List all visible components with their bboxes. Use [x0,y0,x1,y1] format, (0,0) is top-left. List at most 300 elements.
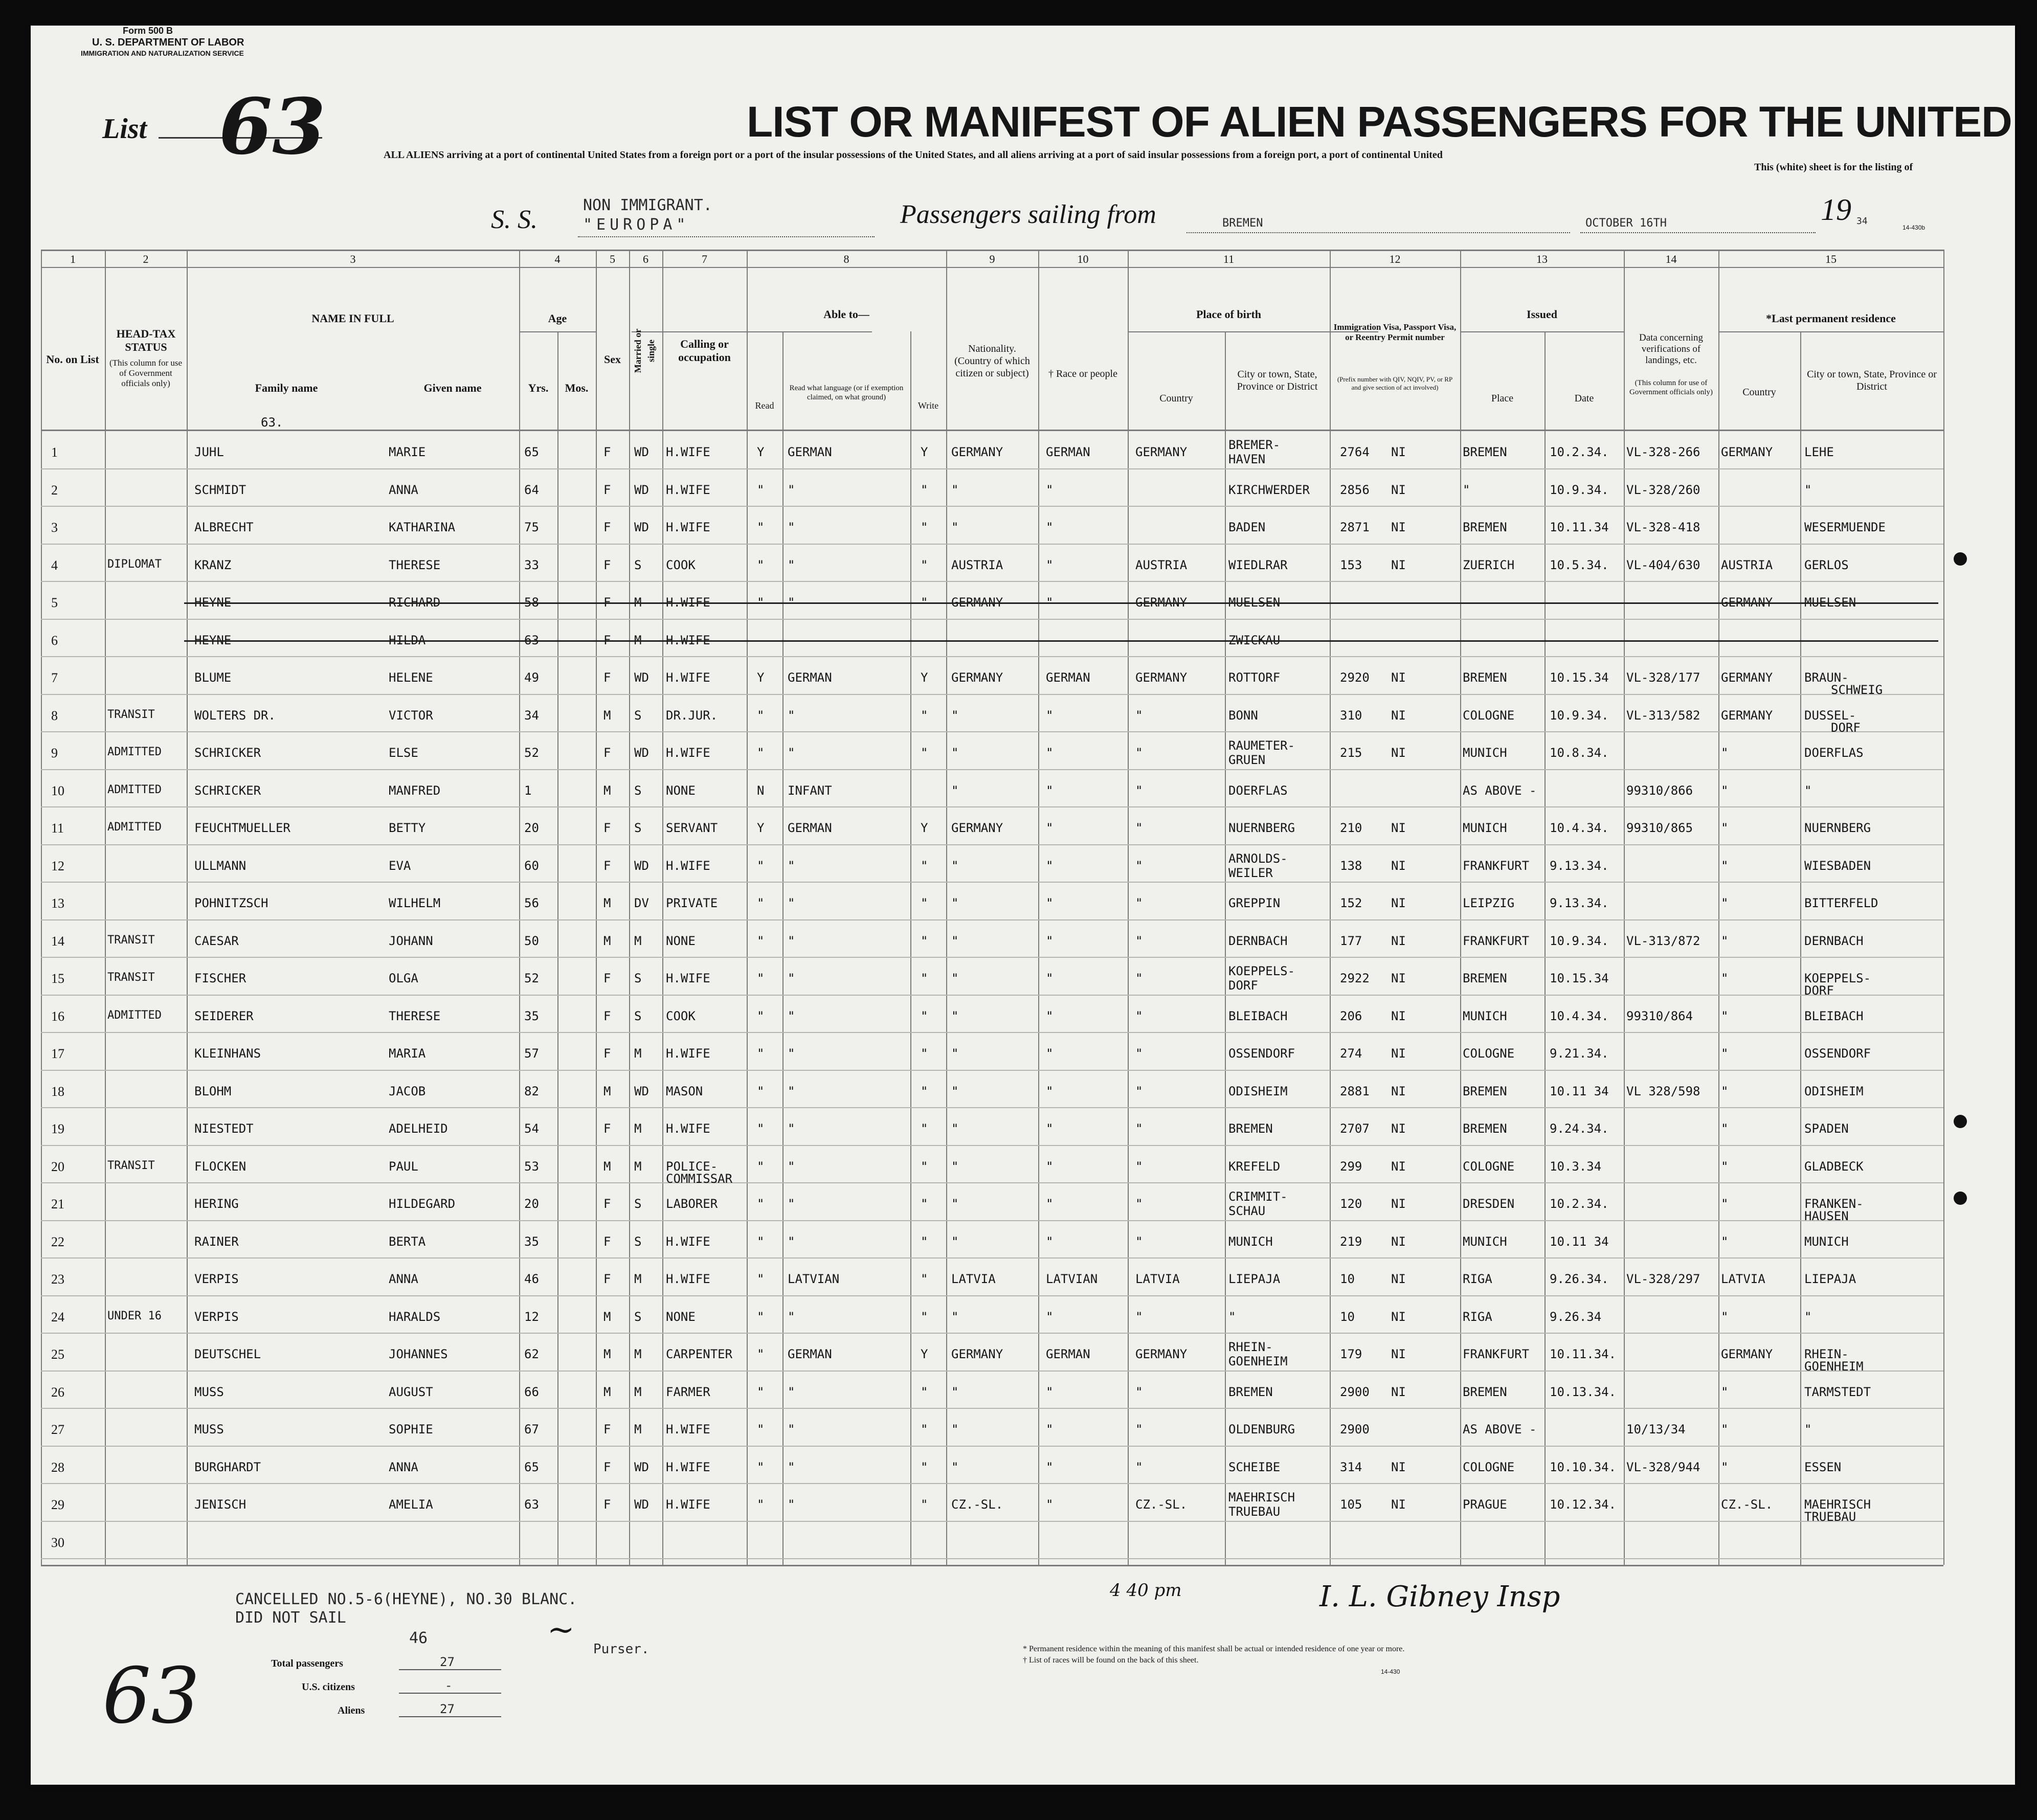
cell-given: OLGA [389,971,418,985]
cell-occ: H.WIFE [666,1234,710,1249]
cell-occ: MASON [666,1084,703,1098]
cell-bcity: BREMER- [1228,438,1281,452]
cell-bcountry: CZ.-SL. [1135,1497,1188,1512]
cell-iplace: FRANKFURT [1463,933,1530,948]
cell-bcity: CRIMMIT- [1228,1189,1288,1204]
cell-nat: " [951,520,959,534]
cell-iplace: BREMEN [1463,670,1507,685]
cell-ms: WD [634,1459,649,1474]
binder-hole [1954,552,1967,566]
sailing-date: OCTOBER 16TH [1585,217,1667,230]
cell-yrs: 62 [524,1347,539,1361]
cell-nat: " [951,858,959,873]
cell-yrs: 1 [524,783,532,798]
cell-visa: 206 [1340,1008,1362,1023]
cell-verif: VL-313/872 [1626,933,1700,948]
ship-name: "EUROPA" [583,216,690,234]
cell-nat: " [951,1309,959,1324]
cell-iplace: BREMEN [1463,1384,1507,1399]
row-rule [41,731,1943,732]
row-rule [41,919,1943,920]
cell-idate: 10.11.34. [1550,1347,1617,1361]
cell-no: 20 [51,1159,64,1174]
cell-idate: 10.11 34 [1550,1084,1609,1098]
cell-sect: NI [1391,858,1406,873]
cell-lang: " [788,520,795,534]
cell-occ: H.WIFE [666,1497,710,1512]
cell-sect: NI [1391,1008,1406,1023]
cell-rcountry: " [1721,858,1729,873]
cell-sect: NI [1391,1197,1406,1211]
cell-bcountry: GERMANY [1135,670,1188,685]
cell-sex: F [603,971,611,985]
cell-write: " [921,971,928,985]
hdr-head-tax: HEAD-TAX STATUS [116,327,176,353]
row-rule [41,957,1943,958]
row-rule [41,882,1943,883]
cell-verif: 99310/864 [1626,1008,1693,1023]
cell-visa: 2707 [1340,1121,1370,1136]
row-rule [41,769,1943,770]
binder-hole [1954,1192,1967,1205]
cell-nat: CZ.-SL. [951,1497,1003,1512]
cell-given: WILHELM [389,896,441,910]
hdr-head-tax-note: (This column for use of Government officials only) [109,358,183,388]
cell-family: BLUME [194,670,232,685]
cell-visa: 138 [1340,858,1362,873]
cell-idate: 10.10.34. [1550,1459,1617,1474]
cell-race: " [1046,595,1054,610]
cell-ms: M [634,933,642,948]
cell-visa: 215 [1340,746,1362,760]
cell-read: " [757,1234,765,1249]
cell-given: HILDEGARD [389,1197,456,1211]
cell-rcity: WIESBADEN [1804,858,1871,873]
cell-rcountry: GERMANY [1721,445,1773,459]
cell-write: " [921,1272,928,1286]
cell-rcity: RHEIN- [1804,1347,1849,1361]
cell-visa: 2856 [1340,482,1370,497]
cell-ms: WD [634,1084,649,1098]
cell-nat: " [951,1046,959,1061]
cell-bcountry: " [1135,1234,1143,1249]
cell-bcity: DOERFLAS [1228,783,1288,798]
row-rule [41,1257,1943,1259]
cell-read: Y [757,670,765,685]
cell-rcountry: " [1721,1459,1729,1474]
cell-sex: M [603,783,611,798]
cell-bcountry: " [1135,1084,1143,1098]
cell-given: ELSE [389,746,418,760]
cell-rcountry: AUSTRIA [1721,557,1773,572]
cell-race: " [1046,933,1054,948]
cell-yrs: 34 [524,708,539,723]
hand-signature: I. L. Gibney Insp [1319,1580,1560,1613]
cell-bcountry: " [1135,783,1143,798]
cell-idate: 10.15.34 [1550,971,1609,985]
vline-16 [1460,250,1461,1565]
cell-no: 24 [51,1309,64,1324]
cell-bcountry: " [1135,1309,1143,1324]
cell-ms: S [634,1309,642,1324]
cell-family: FISCHER [194,971,247,985]
cell-idate: 10.11 34 [1550,1234,1609,1249]
cell-yrs: 12 [524,1309,539,1324]
row-rule [41,844,1943,845]
vline-15 [1330,250,1331,1565]
cell-rcity: FRANKEN- [1804,1197,1864,1211]
cell-bcity: GREPPIN [1228,896,1281,910]
cell-sex: F [603,1234,611,1249]
cell-family: POHNITZSCH [194,896,268,910]
cell-nat: " [951,746,959,760]
cell-sex: F [603,821,611,835]
cell-idate: 10.9.34. [1550,933,1609,948]
cell-no: 7 [51,670,58,685]
cell-no: 8 [51,708,58,723]
cell-lang: " [788,557,795,572]
hdr-issued: Issued [1527,308,1557,321]
cell-given: HARALDS [389,1309,441,1324]
cell-lang: " [788,746,795,760]
cell-iplace: COLOGNE [1463,1046,1515,1061]
cell-bcity: RHEIN- [1228,1340,1273,1354]
cell-occ: H.WIFE [666,445,710,459]
cell-nat: " [951,1459,959,1474]
cell-sect: NI [1391,1046,1406,1061]
strike-line [184,602,1938,604]
cell-race: " [1046,1197,1054,1211]
row-rule [41,1182,1943,1183]
cell-lang: " [788,1384,795,1399]
cell-yrs: 20 [524,1197,539,1211]
cell-iplace: COLOGNE [1463,1459,1515,1474]
cell-yrs: 46 [524,1272,539,1286]
cell-idate: 10.13.34. [1550,1384,1617,1399]
cell-bcity: OLDENBURG [1228,1422,1295,1436]
year-label: 19 [1821,193,1851,227]
subtitle-line2: This (white) sheet is for the listing of [1754,162,1913,173]
cell-read: " [757,1422,765,1436]
cell-given: JACOB [389,1084,426,1098]
hdr-given-name: Given name [423,381,482,394]
sailing-port: BREMEN [1222,217,1263,230]
vline-9 [782,331,784,1565]
cell-write: " [921,746,928,760]
vline-18 [1624,250,1625,1565]
cell-iplace: DRESDEN [1463,1197,1515,1211]
cell-tax: TRANSIT [107,933,155,947]
hdr-res-city: City or town, State, Province or District [1807,369,1937,392]
cell-read: " [757,1159,765,1174]
cell-bcity: KIRCHWERDER [1228,482,1310,497]
cell-idate: 9.13.34. [1550,896,1609,910]
cell-given: ANNA [389,1459,418,1474]
cell-ms: S [634,557,642,572]
cell-no: 25 [51,1347,64,1362]
cell-extra-line: TRUEBAU [1804,1510,1856,1524]
cell-rcountry: " [1721,896,1729,910]
cell-lang: " [788,1046,795,1061]
cell-yrs: 20 [524,821,539,835]
cell-rcity: KOEPPELS- [1804,971,1871,985]
hdr-last-res: *Last permanent residence [1766,312,1896,325]
cell-write: " [921,1422,928,1436]
cell-bcountry: AUSTRIA [1135,557,1188,572]
cell-idate: 10.2.34. [1550,445,1609,459]
cell-ms: WD [634,858,649,873]
cell-race: GERMAN [1046,1347,1090,1361]
hdr-race: † Race or people [1048,368,1117,379]
cell-occ: H.WIFE [666,595,710,610]
cell-visa: 210 [1340,821,1362,835]
cell-rcountry: " [1721,1046,1729,1061]
cell-lang: " [788,1197,795,1211]
cell-race: " [1046,896,1054,910]
cell-ms: S [634,708,642,723]
cell-family: MUSS [194,1422,224,1436]
vline-2 [187,250,188,1565]
cell-no: 6 [51,633,58,648]
cell-given: SOPHIE [389,1422,433,1436]
cell-rcity: OSSENDORF [1804,1046,1871,1061]
cell-iplace: COLOGNE [1463,708,1515,723]
cell-ms: WD [634,445,649,459]
cell-iplace: BREMEN [1463,445,1507,459]
cell-write: " [921,1234,928,1249]
cell-nat: AUSTRIA [951,557,1003,572]
cell-nat: " [951,1197,959,1211]
cell-bcity: ZWICKAU [1228,633,1281,647]
colnum-8: 8 [843,253,849,265]
ship-status: NON IMMIGRANT. [583,196,712,214]
cell-write: " [921,1159,928,1174]
cell-bcity: BREMEN [1228,1384,1273,1399]
cell-family: NIESTEDT [194,1121,254,1136]
cell-no: 12 [51,858,64,873]
cell-bcity-line2: GOENHEIM [1228,1354,1288,1368]
cell-rcity: " [1804,1422,1812,1436]
cell-sex: F [603,1008,611,1023]
cell-read: " [757,933,765,948]
cell-no: 13 [51,896,64,911]
cell-bcountry: " [1135,1197,1143,1211]
sub-rule-issued [1460,331,1624,332]
hdr-married: Married or single [633,328,656,373]
row-rule [41,1408,1943,1409]
cell-ms: M [634,633,642,647]
cell-race: " [1046,708,1054,723]
cell-read: " [757,482,765,497]
row-rule [41,619,1943,620]
cell-yrs: 53 [524,1159,539,1174]
cell-nat: " [951,1121,959,1136]
cell-race: " [1046,482,1054,497]
cell-read: " [757,557,765,572]
cell-iplace: PRAGUE [1463,1497,1507,1512]
cell-no: 21 [51,1197,64,1211]
cell-no: 30 [51,1535,64,1550]
cell-lang: " [788,482,795,497]
cell-occ: H.WIFE [666,670,710,685]
cell-race: " [1046,1046,1054,1061]
grid-bottom [41,1565,1943,1566]
cell-sect: NI [1391,933,1406,948]
cell-idate: 10.12.34. [1550,1497,1617,1512]
cell-visa: 314 [1340,1459,1362,1474]
cell-given: KATHARINA [389,520,456,534]
cell-race: " [1046,1159,1054,1174]
vline-21 [1943,250,1944,1565]
cell-verif: VL-328-418 [1626,520,1700,534]
cell-sect: NI [1391,708,1406,723]
vline-7 [662,250,663,1565]
vline-20 [1800,331,1801,1565]
subtitle-line1: ALL ALIENS arriving at a port of continental United States from a foreign port or a port of the insular possessions of the United States, and all aliens arriving at a port of said insular possessions from a foreign port, a port of continental United [384,149,1443,161]
row-rule [41,694,1943,695]
cell-visa: 299 [1340,1159,1362,1174]
port-line [1187,232,1570,233]
cell-verif: 99310/866 [1626,783,1693,798]
cell-rcountry: " [1721,1197,1729,1211]
aliens-line [399,1716,501,1717]
cell-bcity: BADEN [1228,520,1266,534]
purser-label: Purser. [593,1642,650,1657]
cell-nat: " [951,1384,959,1399]
cell-family: SCHRICKER [194,783,261,798]
cell-sect: NI [1391,520,1406,534]
vline-13 [1128,250,1129,1565]
cell-occ: H.WIFE [666,1272,710,1286]
cell-race: " [1046,821,1054,835]
cell-rcity: DUSSEL- [1804,708,1856,723]
cell-sex: F [603,482,611,497]
cell-sect: NI [1391,746,1406,760]
cell-lang: " [788,1084,795,1098]
colnum-2: 2 [143,253,149,265]
cell-visa: 2871 [1340,520,1370,534]
cell-occ: H.WIFE [666,1046,710,1061]
grid-header-bottom [41,430,1943,431]
cell-sex: M [603,896,611,910]
cell-sex: F [603,1459,611,1474]
cell-family: HEYNE [194,633,232,647]
colnum-9: 9 [989,253,995,265]
cell-no: 17 [51,1046,64,1061]
cell-given: MARIE [389,445,426,459]
cell-extra-line: GOENHEIM [1804,1359,1864,1374]
cell-iplace: AS ABOVE - [1463,1422,1537,1436]
cell-race: " [1046,1309,1054,1324]
cell-idate: 10.11.34 [1550,520,1609,534]
cell-nat: GERMANY [951,595,1003,610]
cell-write: " [921,1121,928,1136]
cell-write: " [921,933,928,948]
cell-given: ANNA [389,1272,418,1286]
citizens-label: U.S. citizens [302,1681,355,1693]
hdr-country: Country [1159,393,1193,404]
did-not-sail: DID NOT SAIL [235,1609,346,1627]
cell-no: 4 [51,557,58,573]
hdr-read: Read [755,400,774,411]
cell-verif: VL-328/297 [1626,1272,1700,1286]
colnum-7: 7 [702,253,707,265]
cell-tax: TRANSIT [107,708,155,721]
sub-rule-res [1718,331,1943,332]
cell-read: " [757,708,765,723]
cell-lang: GERMAN [788,445,832,459]
cell-iplace: COLOGNE [1463,1159,1515,1174]
cell-lang: " [788,971,795,985]
cell-family: SCHRICKER [194,746,261,760]
cell-yrs: 66 [524,1384,539,1399]
hdr-age: Age [548,312,567,325]
cell-visa: 2900 [1340,1384,1370,1399]
cell-bcity: BONN [1228,708,1258,723]
grid-colnum [41,267,1943,268]
cell-bcity: RAUMETER- [1228,738,1295,753]
cell-no: 9 [51,746,58,760]
cell-given: VICTOR [389,708,433,723]
cell-read: " [757,1272,765,1286]
cell-rcountry: GERMANY [1721,670,1773,685]
cell-visa: 219 [1340,1234,1362,1249]
cell-ms: M [634,1046,642,1061]
cell-sect: NI [1391,896,1406,910]
cell-bcity: BLEIBACH [1228,1008,1288,1023]
cell-family: RAINER [194,1234,239,1249]
cell-yrs: 58 [524,595,539,610]
list-label: List [102,113,147,145]
cell-read: " [757,1459,765,1474]
cell-race: GERMAN [1046,445,1090,459]
vline-12 [1038,250,1039,1565]
purser-signature: ~ [547,1611,575,1649]
hdr-verif-note: (This column for use of Government officials only) [1629,379,1713,396]
cell-idate: 9.26.34 [1550,1309,1602,1324]
row-rule [41,581,1943,582]
cell-given: THERESE [389,557,441,572]
cell-ms: M [634,1159,642,1174]
cell-tax: TRANSIT [107,971,155,984]
cell-write: " [921,1459,928,1474]
cell-read: " [757,971,765,985]
cell-occ: H.WIFE [666,1459,710,1474]
cell-yrs: 65 [524,1459,539,1474]
cell-bcity: OSSENDORF [1228,1046,1295,1061]
cell-verif: VL-328/260 [1626,482,1700,497]
cell-occ: POLICE- [666,1159,718,1174]
cell-idate: 10.8.34. [1550,746,1609,760]
cell-family: KLEINHANS [194,1046,261,1061]
cell-rcountry: " [1721,1384,1729,1399]
cell-occ: LABORER [666,1197,718,1211]
hdr-place-of-birth: Place of birth [1196,308,1262,321]
cell-bcity: KREFELD [1228,1159,1281,1174]
cell-extra-line: SCHWEIG [1831,683,1883,697]
cell-rcountry: " [1721,1309,1729,1324]
cell-visa: 310 [1340,708,1362,723]
cell-rcity: DOERFLAS [1804,746,1864,760]
cell-occ: H.WIFE [666,746,710,760]
cell-yrs: 56 [524,896,539,910]
department: U. S. DEPARTMENT OF LABOR [92,37,244,48]
cell-write: " [921,482,928,497]
cell-sex: F [603,1197,611,1211]
vline-6 [629,250,630,1565]
cell-no: 29 [51,1497,64,1512]
cell-sex: M [603,1159,611,1174]
